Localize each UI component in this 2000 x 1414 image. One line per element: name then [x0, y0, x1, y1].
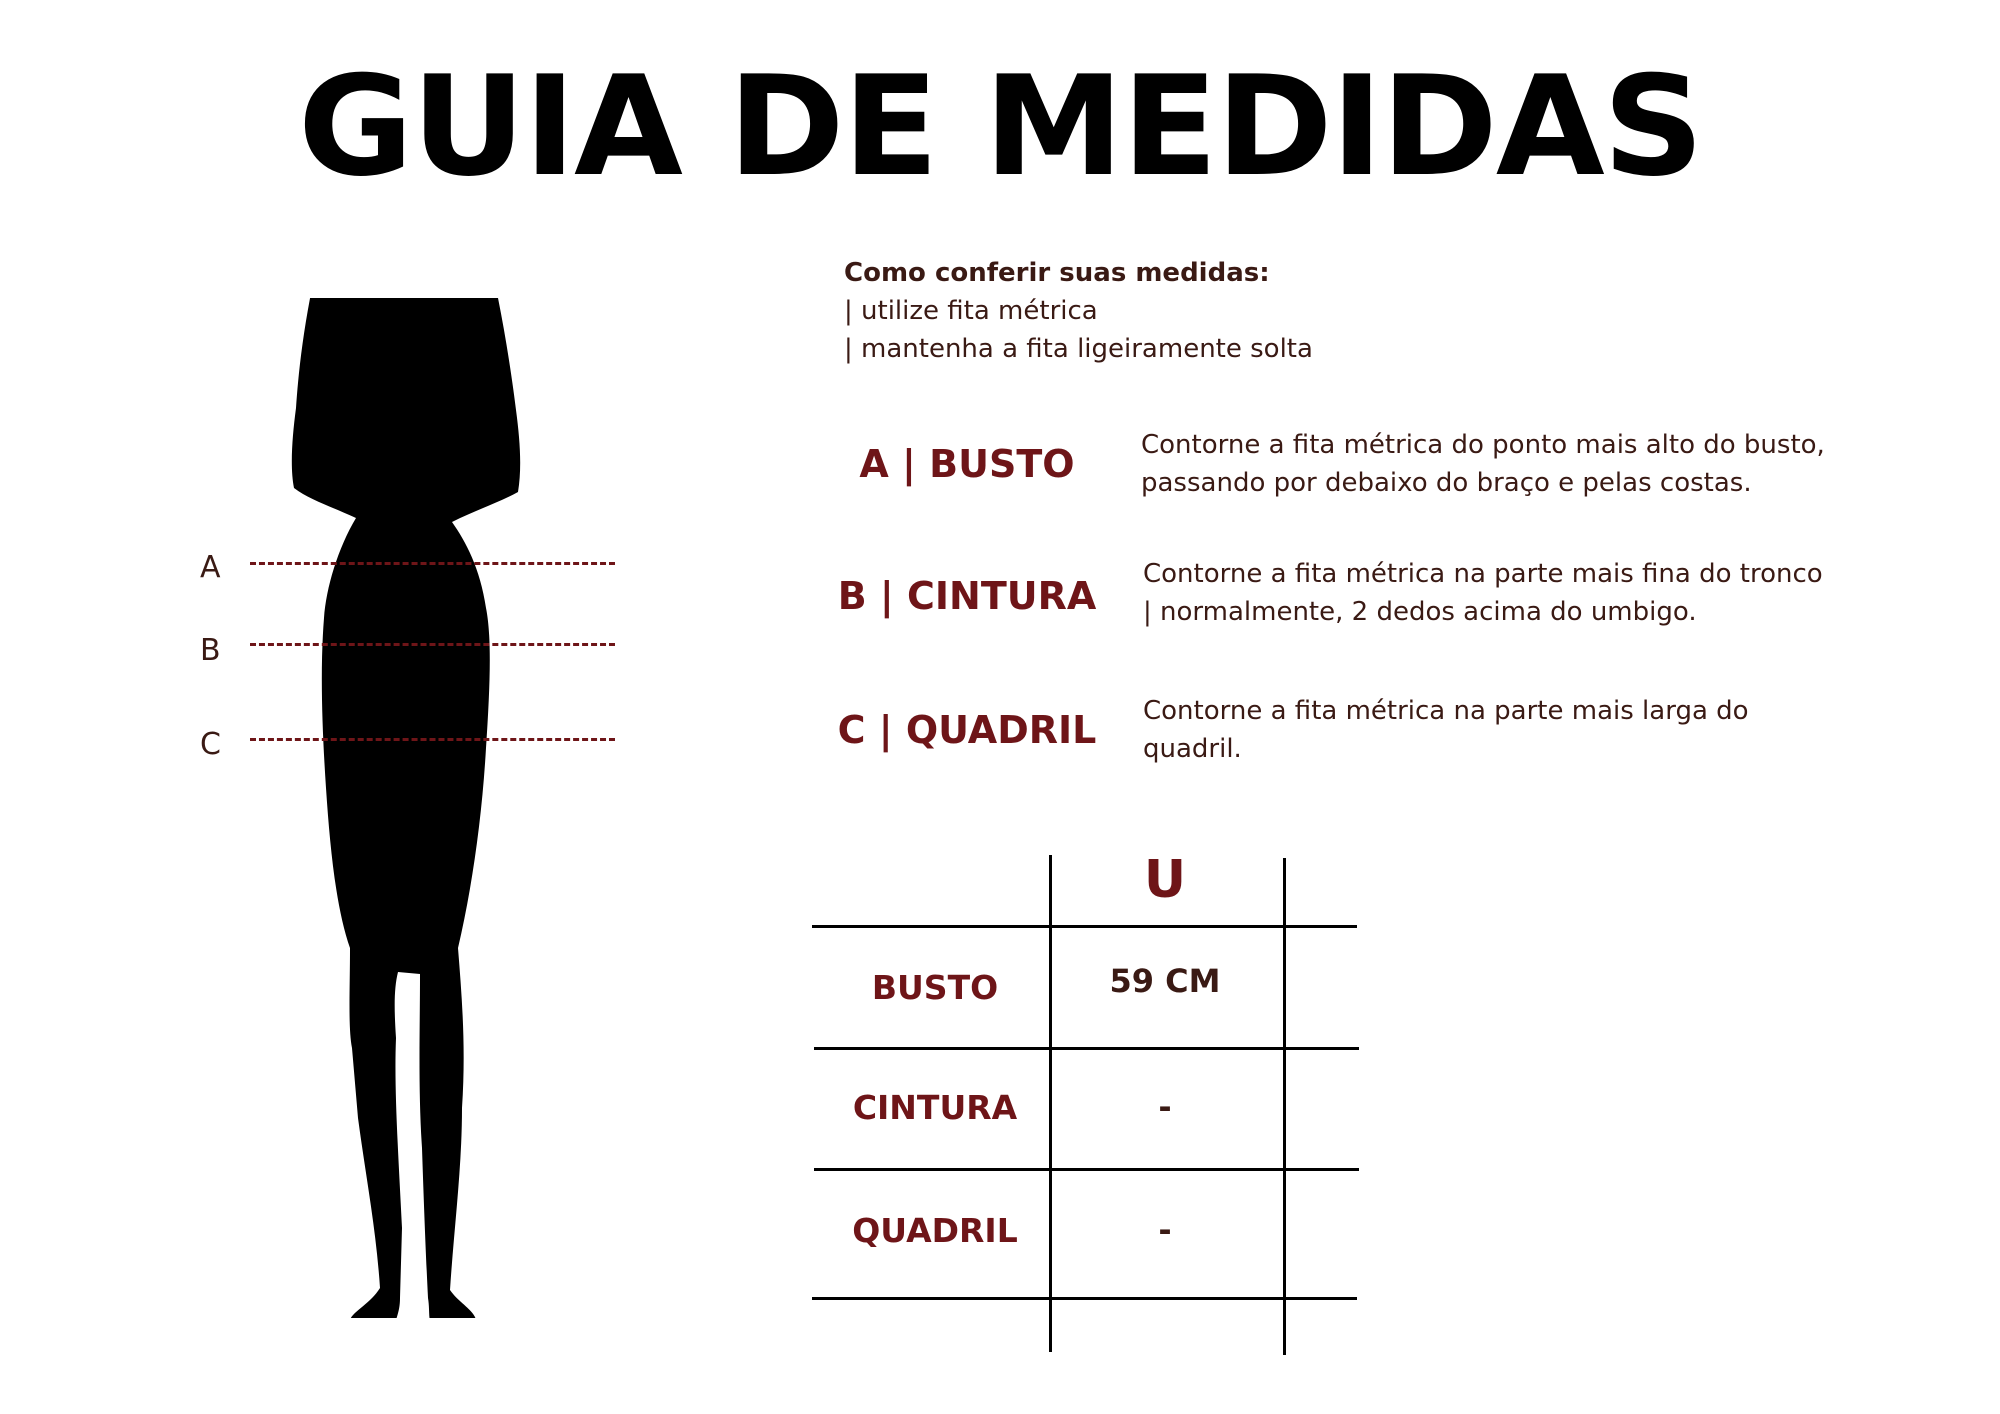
- measurement-desc-quadril: [1143, 692, 1749, 768]
- page-title: GUIA DE MEDIDAS: [297, 46, 1703, 207]
- instructions: [844, 254, 1313, 368]
- measurement-label-busto: A | BUSTO: [859, 442, 1075, 486]
- marker-a: A: [200, 550, 221, 585]
- desc-line: passando por debaixo do braço e pelas costas.: [1141, 468, 1752, 498]
- table-vline: [1283, 858, 1286, 1355]
- instruction-line: | utilize fita métrica: [844, 296, 1098, 326]
- measurement-desc-busto: [1141, 426, 1825, 502]
- row-label-quadril: QUADRIL: [852, 1211, 1018, 1250]
- body-silhouette-icon: [290, 298, 580, 1318]
- measurement-label-quadril: C | QUADRIL: [837, 708, 1097, 752]
- desc-line: | normalmente, 2 dedos acima do umbigo.: [1143, 597, 1697, 627]
- marker-c: C: [200, 727, 221, 762]
- row-label-busto: BUSTO: [871, 968, 999, 1007]
- table-hline: [812, 925, 1357, 928]
- desc-line: Contorne a fita métrica na parte mais larga do: [1143, 696, 1749, 726]
- cell-quadril-u: -: [1158, 1211, 1172, 1249]
- cell-cintura-u: -: [1158, 1088, 1172, 1126]
- instruction-line: | mantenha a fita ligeiramente solta: [844, 334, 1313, 364]
- table-hline: [814, 1168, 1359, 1171]
- waist-measure-line: [250, 643, 615, 646]
- table-hline: [812, 1297, 1357, 1300]
- measurement-label-cintura: B | CINTURA: [837, 574, 1097, 618]
- measurement-desc-cintura: [1143, 555, 1823, 631]
- marker-b: B: [200, 633, 221, 668]
- hip-measure-line: [250, 738, 615, 741]
- cell-busto-u: 59 CM: [1109, 962, 1221, 1000]
- row-label-cintura: CINTURA: [852, 1088, 1018, 1127]
- size-header-u: U: [1143, 850, 1187, 910]
- desc-line: Contorne a fita métrica na parte mais fina do tronco: [1143, 559, 1823, 589]
- bust-measure-line: [250, 562, 615, 565]
- desc-line: quadril.: [1143, 734, 1242, 764]
- table-hline: [814, 1047, 1359, 1050]
- instructions-heading: Como conferir suas medidas:: [844, 258, 1270, 288]
- desc-line: Contorne a fita métrica do ponto mais alto do busto,: [1141, 430, 1825, 460]
